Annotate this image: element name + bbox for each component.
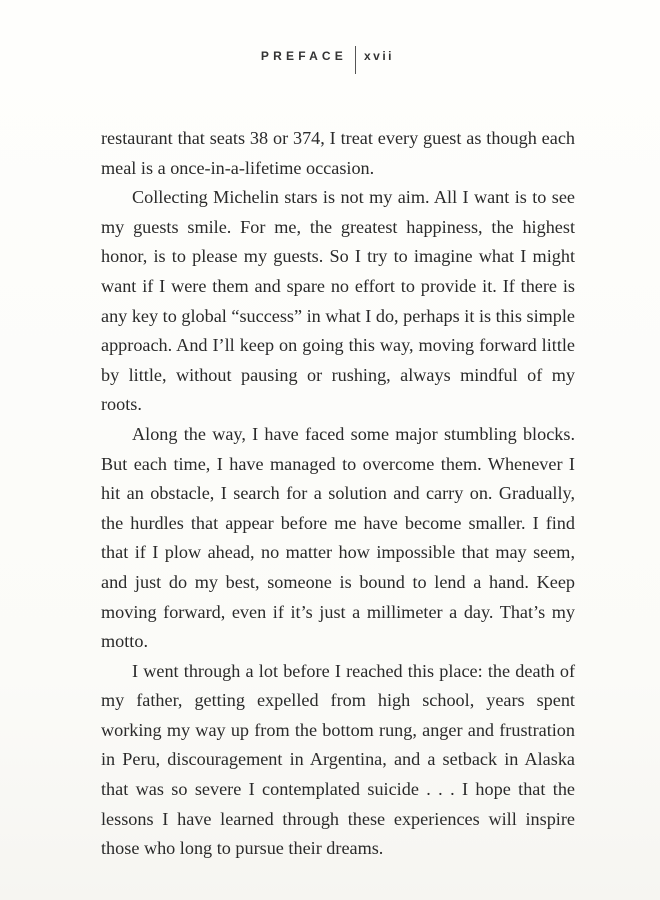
running-head: [0, 46, 660, 76]
paragraph: Collecting Michelin stars is not my aim. All I want is to see my guests smile. For me, the greatest happiness, the highest honor, is to please my guests. So I try to imagine what I might want if I were them and spare no effort to provide it. If there is any key to global “success” in what I do, perhaps it is this simple approach. And I’ll keep on going this way, moving forward little by little, without pausing or rushing, always mindful of my roots.: [101, 187, 575, 415]
running-head-section-title: PREFACE: [260, 49, 347, 63]
running-head-divider: [355, 46, 356, 74]
paragraph: I went through a lot before I reached this place: the death of my father, getting expelled from high school, years spent working my way up from the bottom rung, anger and frustration in Peru, discouragement in Argentina, and a setback in Alaska that was so severe I contemplated suicide . . . I hope that the lessons I have learned through these experiences will inspire those who long to pursue their dreams.: [101, 660, 575, 859]
body-text: [101, 124, 575, 864]
paragraph-continued: restaurant that seats 38 or 374, I treat every guest as though each meal is a once-in-a-lifetime occasion.: [101, 128, 575, 178]
paragraph: Along the way, I have faced some major stumbling blocks. But each time, I have managed to overcome them. Whenever I hit an obstacle, I search for a solution and carry on. Gradually, the hurdles that appear before me have become smaller. I find that if I plow ahead, no matter how impossible that may seem, and just do my best, someone is bound to lend a hand. Keep moving forward, even if it’s just a millimeter a day. That’s my motto.: [101, 423, 575, 652]
page-number: xvii: [364, 49, 395, 63]
